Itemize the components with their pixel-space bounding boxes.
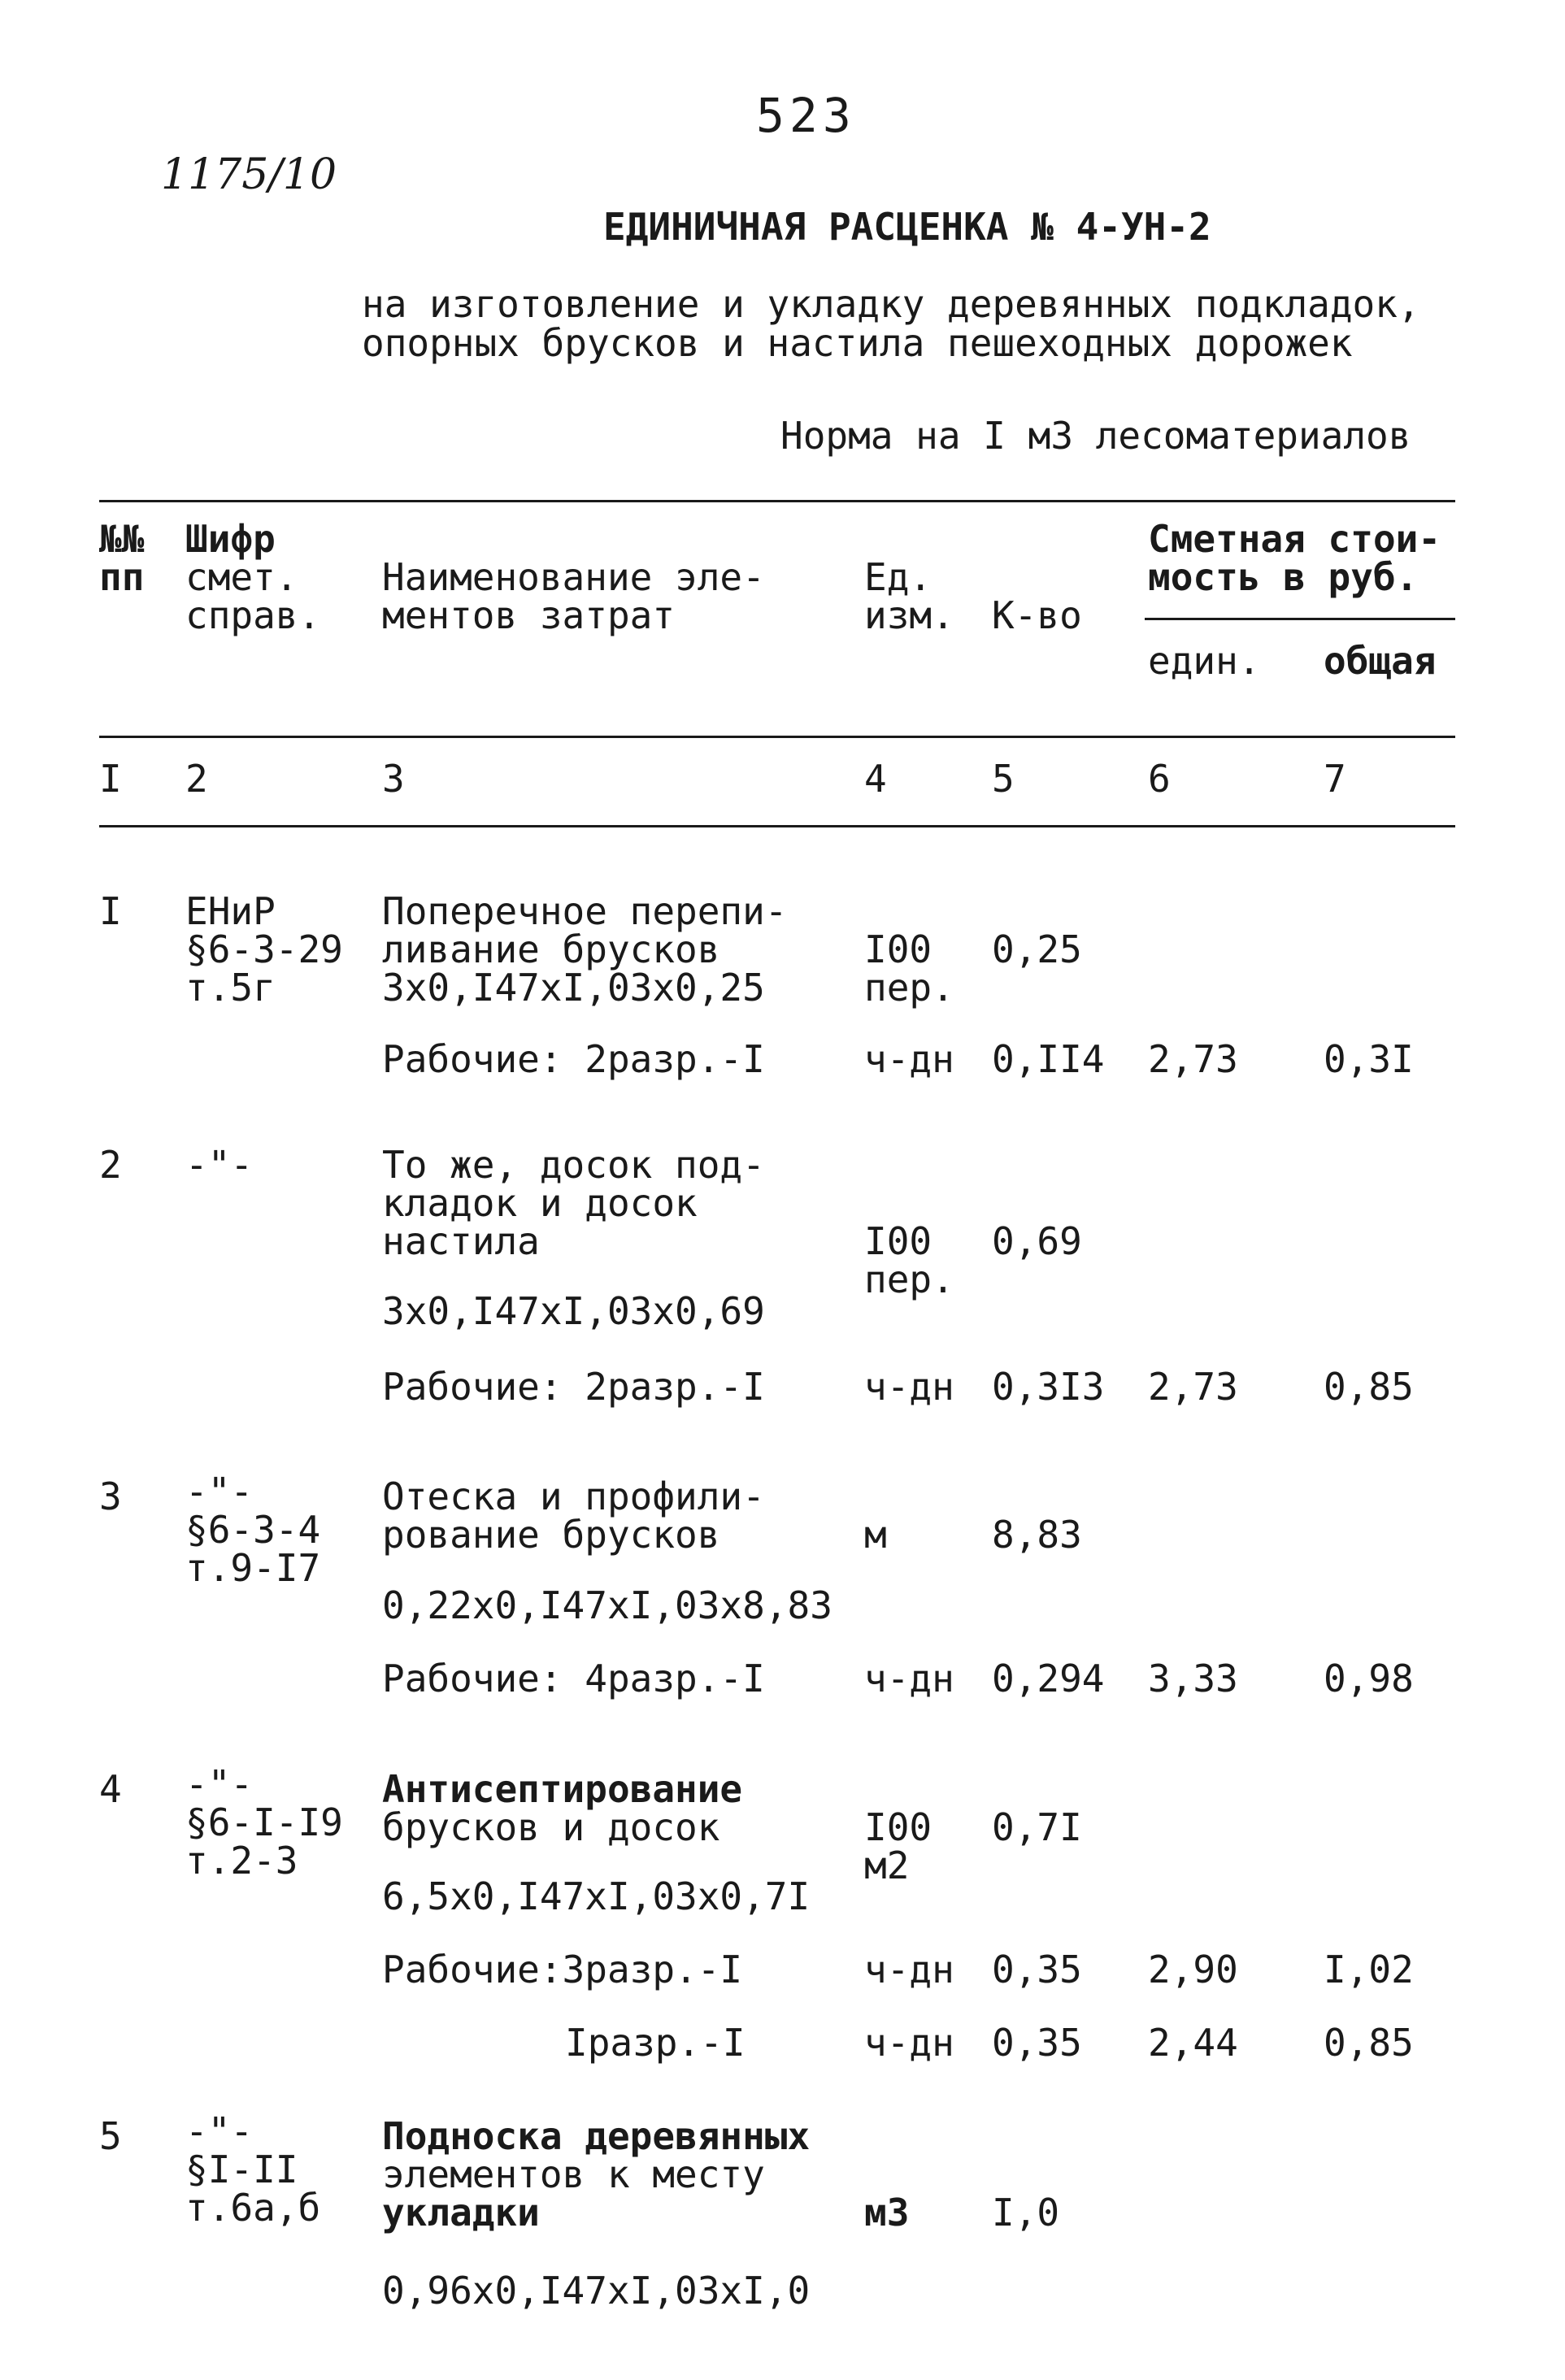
row-name: То же, досок под-	[382, 1143, 765, 1187]
worker-label: Рабочие: 4разр.-I	[382, 1657, 765, 1700]
row-code: -"-	[185, 2109, 254, 2153]
worker-qty: 0,II4	[992, 1037, 1105, 1081]
header-unit-2: изм.	[864, 593, 954, 637]
row-formula: 0,22х0,I47хI,03х8,83	[382, 1583, 832, 1627]
worker-label: Рабочие: 2разр.-I	[382, 1037, 765, 1081]
row-unit: I00	[864, 927, 932, 971]
header-cost-group-2: мость в руб.	[1148, 555, 1419, 599]
header-num-1: №№	[99, 517, 145, 561]
row-number: 3	[99, 1474, 122, 1518]
worker-unit-cost: 2,73	[1148, 1365, 1238, 1409]
worker-total: 0,85	[1324, 1365, 1414, 1409]
row-qty: 8,83	[992, 1513, 1082, 1557]
row-code: §6-3-4	[185, 1508, 321, 1552]
document-title: ЕДИНИЧНАЯ РАСЦЕНКА № 4-УН-2	[603, 205, 1211, 249]
row-code: §I-II	[185, 2148, 298, 2191]
worker-label: Iразр.-I	[565, 2021, 746, 2065]
row-unit: I00	[864, 1805, 932, 1849]
archive-reference: 1175/10	[161, 150, 337, 199]
worker-total: I,02	[1324, 1948, 1414, 1991]
worker-label: Рабочие:3разр.-I	[382, 1948, 743, 1991]
row-formula: 6,5х0,I47хI,03х0,7I	[382, 1874, 811, 1918]
table-top-rule	[99, 500, 1455, 502]
row-number: I	[99, 889, 122, 933]
worker-label: Рабочие: 2разр.-I	[382, 1365, 765, 1409]
worker-unit: ч-дн	[864, 1037, 954, 1081]
row-unit: I00	[864, 1219, 932, 1263]
header-num-2: пп	[99, 555, 145, 599]
row-formula: 0,96х0,I47хI,03хI,0	[382, 2269, 811, 2313]
worker-unit-cost: 2,44	[1148, 2021, 1238, 2065]
row-name: брусков и досок	[382, 1805, 720, 1849]
row-unit: м3	[864, 2191, 910, 2235]
header-code-2: смет.	[185, 555, 298, 599]
worker-unit: ч-дн	[864, 1948, 954, 1991]
worker-total: 0,85	[1324, 2021, 1414, 2065]
column-numbers-rule	[99, 825, 1455, 827]
row-code: т.5г	[185, 966, 276, 1010]
row-formula: 3х0,I47хI,03х0,69	[382, 1289, 765, 1333]
worker-qty: 0,3I3	[992, 1365, 1105, 1409]
row-name: укладки	[382, 2191, 540, 2235]
header-cost-group-1: Сметная стои-	[1148, 517, 1441, 561]
row-code: -"-	[185, 1143, 254, 1187]
row-number: 4	[99, 1767, 122, 1811]
column-number-3: 3	[382, 757, 405, 801]
worker-unit-cost: 2,90	[1148, 1948, 1238, 1991]
row-code: ЕНиР	[185, 889, 276, 933]
page-number: 523	[756, 88, 856, 143]
worker-qty: 0,35	[992, 2021, 1082, 2065]
row-unit: пер.	[864, 1257, 954, 1301]
row-code: §6-3-29	[185, 927, 343, 971]
row-name: рование брусков	[382, 1513, 720, 1557]
row-code: т.2-3	[185, 1839, 298, 1883]
row-number: 2	[99, 1143, 122, 1187]
row-name: Поперечное перепи-	[382, 889, 788, 933]
worker-unit: ч-дн	[864, 1657, 954, 1700]
row-qty: 0,7I	[992, 1805, 1082, 1849]
worker-qty: 0,294	[992, 1657, 1105, 1700]
header-code-1: Шифр	[185, 517, 276, 561]
header-unit-cost: един.	[1148, 639, 1261, 683]
row-code: т.6а,б	[185, 2186, 321, 2230]
subtitle-line-2: опорных брусков и настила пешеходных дорожек	[362, 321, 1353, 365]
worker-unit: ч-дн	[864, 2021, 954, 2065]
row-unit: пер.	[864, 966, 954, 1010]
column-number-2: 2	[185, 757, 208, 801]
header-qty: К-во	[992, 593, 1082, 637]
column-number-4: 4	[864, 757, 887, 801]
header-name-1: Наименование эле-	[382, 555, 765, 599]
row-qty: 0,25	[992, 927, 1082, 971]
row-code: -"-	[185, 1470, 254, 1514]
row-name: ливание брусков	[382, 927, 720, 971]
header-total: общая	[1324, 639, 1437, 683]
row-name: кладок и досок	[382, 1181, 698, 1225]
row-unit: м2	[864, 1844, 910, 1887]
row-qty: I,0	[992, 2191, 1060, 2235]
row-code: -"-	[185, 1762, 254, 1806]
norm-line: Норма на I м3 лесоматериалов	[780, 414, 1411, 458]
worker-unit-cost: 3,33	[1148, 1657, 1238, 1700]
worker-total: 0,3I	[1324, 1037, 1414, 1081]
header-name-2: ментов затрат	[382, 593, 676, 637]
column-number-5: 5	[992, 757, 1015, 801]
row-number: 5	[99, 2114, 122, 2158]
row-unit: м	[864, 1513, 887, 1557]
row-qty: 0,69	[992, 1219, 1082, 1263]
row-name: 3х0,I47хI,03х0,25	[382, 966, 765, 1010]
worker-unit-cost: 2,73	[1148, 1037, 1238, 1081]
column-number-6: 6	[1148, 757, 1171, 801]
worker-unit: ч-дн	[864, 1365, 954, 1409]
worker-qty: 0,35	[992, 1948, 1082, 1991]
header-unit-1: Ед.	[864, 555, 932, 599]
worker-total: 0,98	[1324, 1657, 1414, 1700]
row-name: Антисептирование	[382, 1767, 743, 1811]
row-name: элементов к месту	[382, 2152, 765, 2196]
cost-group-rule	[1145, 618, 1455, 620]
column-number-7: 7	[1324, 757, 1346, 801]
subtitle-line-1: на изготовление и укладку деревянных подкладок,	[362, 282, 1420, 326]
header-bottom-rule	[99, 736, 1455, 738]
column-number-1: I	[99, 757, 122, 801]
row-code: §6-I-I9	[185, 1800, 343, 1844]
header-code-3: справ.	[185, 593, 321, 637]
row-name: Подноска деревянных	[382, 2114, 811, 2158]
row-code: т.9-I7	[185, 1546, 321, 1590]
row-name: настила	[382, 1219, 540, 1263]
row-name: Отеска и профили-	[382, 1474, 765, 1518]
